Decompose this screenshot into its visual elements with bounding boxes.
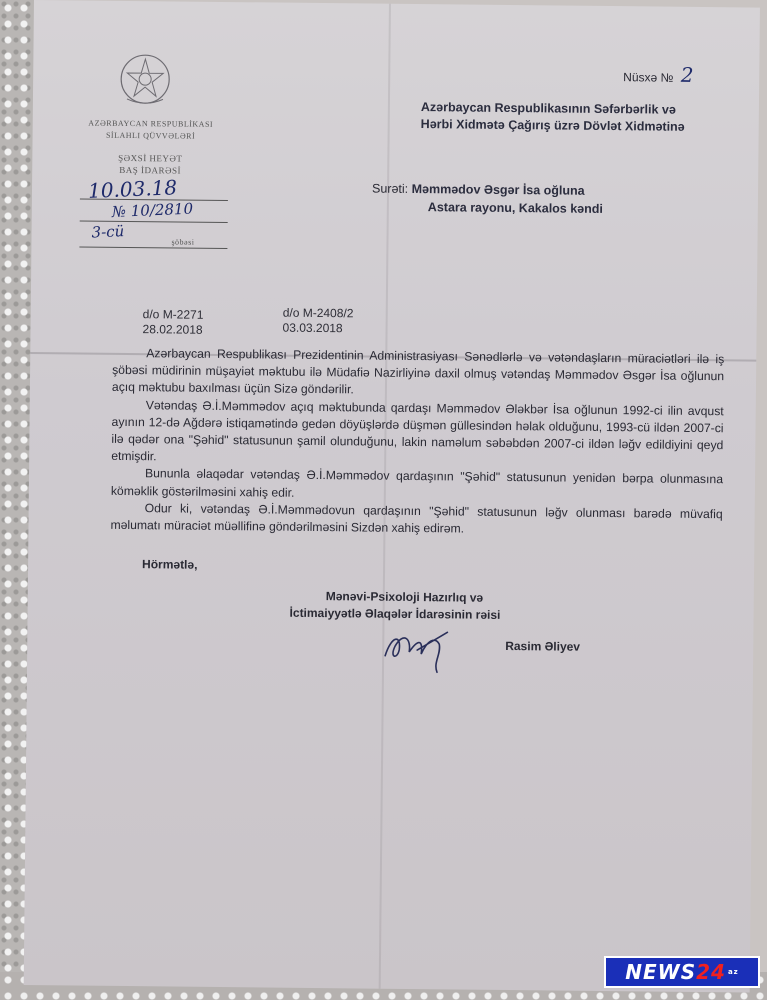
stamp-date: 10.03.18 bbox=[87, 175, 178, 203]
stamp-rule-3 bbox=[79, 246, 227, 249]
letter-body bbox=[110, 345, 724, 541]
copy-number-label: Nüsxə № bbox=[623, 70, 674, 85]
logo-text-news: NEWS bbox=[625, 960, 697, 984]
reference-2-date: 03.03.2018 bbox=[282, 320, 343, 336]
letterhead-line-3: ŞƏXSİ HEYƏT bbox=[118, 152, 183, 164]
copy-to-name: Məmmədov Əsgər İsa oğluna bbox=[411, 181, 585, 198]
state-emblem-icon bbox=[117, 51, 174, 108]
stamp-dept: 3-cü bbox=[91, 222, 125, 242]
reference-2-number: d/o M-2408/2 bbox=[282, 305, 354, 321]
copy-to-address: Astara rayonu, Kakalos kəndi bbox=[427, 200, 603, 216]
signatory-title-1: Mənəvi-Psixoloji Hazırlıq və bbox=[325, 589, 484, 605]
logo-text-24: 24 bbox=[696, 960, 726, 984]
recipient-line-2: Hərbi Xidmətə Çağırış üzrə Dövlət Xidmətinə bbox=[420, 117, 685, 134]
copy-number-line bbox=[623, 62, 694, 87]
body-paragraph-3: Bununla əlaqədar vətəndaş Ə.İ.Məmmədov qardaşının "Şəhid" statusunun yenidən bərpa olunmasına köməklik göstərilməsini xahiş edir. bbox=[110, 466, 724, 500]
body-paragraph-1: Azərbaycan Respublikası Prezidentinin Administrasiyası Sənədlərlə və vətəndaşların müraciətləri ilə iş şöbəsi müdirinin müşayiət məktubu ilə Müdafiə Nazirliyinə daxil olmuş vətəndaş Məmmədov Əsgər İsa oğlunun açıq məktubu baxılması üçün Sizə göndərilir. bbox=[111, 346, 725, 397]
handwritten-signature-icon bbox=[377, 616, 468, 677]
letterhead-line-4: BAŞ İDARƏSİ bbox=[119, 164, 182, 176]
reference-1-number: d/o M-2271 bbox=[142, 307, 204, 322]
letterhead-line-1: AZƏRBAYCAN RESPUBLİKASI bbox=[88, 118, 214, 129]
news24-watermark-logo bbox=[604, 956, 760, 988]
recipient-line-1: Azərbaycan Respublikasının Səfərbərlik və bbox=[420, 100, 676, 117]
copy-to-label: Surəti: bbox=[371, 181, 409, 196]
closing-text: Hörmətlə, bbox=[142, 557, 198, 572]
signatory-name: Rasim Əliyev bbox=[505, 638, 581, 654]
logo-text-suffix: az bbox=[727, 968, 739, 976]
body-paragraph-2: Vətəndaş Ə.İ.Məmmədov açıq məktubunda qardaşı Məmmədov Ələkbər İsa oğlunun 1992-ci ilin avqust ayının 12-də Ağdərə istiqamətində gedən döyüşlərdə düşmən güllesindən həlak olduğunu, 1993-cü ildən 2007-ci ilə qədər ona "Şəhid" statusunun şamil olunduğunu, lakin naməlum səbəbdən 2007-ci ildən ləğv edildiyini qeyd etmişdir. bbox=[111, 397, 724, 464]
copy-number-value: 2 bbox=[680, 62, 694, 87]
letterhead-section-label: şöbəsi bbox=[171, 237, 195, 247]
stamp-number: № 10/2810 bbox=[111, 199, 194, 221]
document-page bbox=[24, 0, 760, 993]
letterhead-line-2: SİLAHLI QÜVVƏLƏRİ bbox=[105, 130, 196, 141]
body-paragraph-4: Odur ki, vətəndaş Ə.İ.Məmmədovun qardaşının "Şəhid" statusunun ləğv olunması barədə müvafiq məlumatı müraciət müəllifinə göndərilməsini Sizdən xahiş edirəm. bbox=[110, 501, 723, 536]
signatory-title-2: İctimaiyyətlə Əlaqələr İdarəsinin rəisi bbox=[289, 605, 501, 622]
reference-1-date: 28.02.2018 bbox=[142, 322, 203, 337]
copy-to-line bbox=[372, 182, 585, 198]
